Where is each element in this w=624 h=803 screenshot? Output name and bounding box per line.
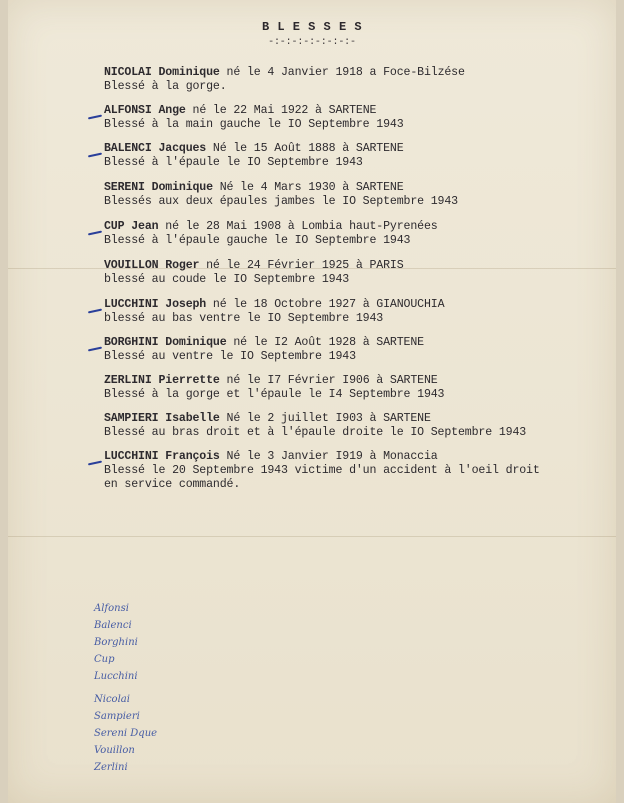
entry-name: SAMPIERI Isabelle — [104, 412, 220, 425]
handwritten-name: Vouillon — [94, 745, 135, 756]
entry-name: ZERLINI Pierrette — [104, 374, 220, 387]
handwritten-name: Nicolai — [94, 694, 130, 705]
handwritten-name: Lucchini — [94, 671, 138, 682]
entry-birth-line — [104, 374, 444, 388]
entry-injury-line: Blessés aux deux épaules jambes le IO Septembre 1943 — [104, 195, 458, 208]
pen-check-mark — [88, 461, 102, 466]
entry-name: CUP Jean — [104, 220, 159, 233]
pen-check-mark — [88, 153, 102, 158]
handwritten-name: Sampieri — [94, 711, 140, 722]
entry-birth-line — [104, 298, 444, 312]
entry-birth-line — [104, 412, 526, 426]
handwritten-name: Balenci — [94, 620, 132, 631]
casualty-entry — [104, 181, 458, 209]
entry-name: ALFONSI Ange — [104, 104, 186, 117]
entry-birth-details: né le I2 Août 1928 à SARTENE — [226, 336, 424, 349]
entry-name: SERENI Dominique — [104, 181, 213, 194]
entry-birth-line — [104, 220, 438, 234]
paper-fold — [8, 536, 616, 537]
entry-birth-details: né le I7 Février I906 à SARTENE — [219, 374, 438, 387]
entry-injury-line: en service commandé. — [104, 478, 241, 491]
entry-birth-details: né le 24 Février 1925 à PARIS — [199, 259, 404, 272]
entry-birth-details: Né le 3 Janvier I919 à Monaccia — [219, 450, 438, 463]
casualty-entry — [104, 412, 526, 440]
entry-name: NICOLAI Dominique — [104, 66, 220, 79]
entry-name: BORGHINI Dominique — [104, 336, 227, 349]
entry-birth-line — [104, 104, 404, 118]
casualty-entry — [104, 259, 404, 287]
pen-check-mark — [88, 231, 102, 236]
casualty-entry — [104, 298, 444, 326]
casualty-entry — [104, 66, 465, 94]
entry-injury-line: Blessé au ventre le IO Septembre 1943 — [104, 350, 356, 363]
entry-birth-line — [104, 181, 458, 195]
entry-injury-line: Blessé à l'épaule le IO Septembre 1943 — [104, 156, 363, 169]
entry-birth-line — [104, 66, 465, 80]
entry-birth-details: Né le 4 Mars 1930 à SARTENE — [212, 181, 404, 194]
entry-name: VOUILLON Roger — [104, 259, 200, 272]
entry-injury-line: Blessé au bras droit et à l'épaule droite le IO Septembre 1943 — [104, 426, 527, 439]
document-page — [8, 0, 616, 803]
handwritten-name: Borghini — [94, 637, 138, 648]
pen-check-mark — [88, 115, 102, 120]
casualty-entry — [104, 336, 424, 364]
entry-injury-line: Blessé à la main gauche le IO Septembre 1943 — [104, 118, 404, 131]
casualty-entry — [104, 374, 444, 402]
handwritten-name: Sereni Dque — [94, 728, 158, 739]
entry-birth-details: Né le 2 juillet I903 à SARTENE — [219, 412, 431, 425]
entry-birth-details: né le 22 Mai 1922 à SARTENE — [185, 104, 377, 117]
entry-birth-line — [104, 142, 404, 156]
handwritten-name: Alfonsi — [94, 603, 129, 614]
entry-birth-line — [104, 336, 424, 350]
handwritten-name: Zerlini — [94, 762, 128, 773]
entry-injury-line: Blessé à la gorge. — [104, 80, 227, 93]
entry-birth-line — [104, 450, 540, 464]
entry-name: BALENCI Jacques — [104, 142, 207, 155]
handwritten-name: Cup — [94, 654, 115, 665]
casualty-entry — [104, 220, 438, 248]
entry-name: LUCCHINI François — [104, 450, 220, 463]
entry-injury-line: blessé au coude le IO Septembre 1943 — [104, 273, 350, 286]
entry-birth-details: Né le 15 Août 1888 à SARTENE — [206, 142, 404, 155]
page-title: B L E S S E S — [261, 20, 363, 34]
entry-birth-details: né le 28 Mai 1908 à Lombia haut-Pyrenées — [158, 220, 438, 233]
entry-injury-line: blessé au bas ventre le IO Septembre 1943 — [104, 312, 384, 325]
entry-birth-details: né le 4 Janvier 1918 a Foce-Bilzése — [219, 66, 465, 79]
entry-injury-line: Blessé le 20 Septembre 1943 victime d'un accident à l'oeil droit — [104, 464, 540, 477]
entry-injury-line: Blessé à la gorge et l'épaule le I4 Septembre 1943 — [104, 388, 445, 401]
title-underline: -:-:-:-:-:-:-:- — [268, 37, 356, 48]
entry-birth-line — [104, 259, 404, 273]
entry-birth-details: né le 18 Octobre 1927 à GIANOUCHIA — [206, 298, 445, 311]
casualty-entry — [104, 104, 404, 132]
pen-check-mark — [88, 347, 102, 352]
pen-check-mark — [88, 309, 102, 314]
entry-injury-line: Blessé à l'épaule gauche le IO Septembre 1943 — [104, 234, 411, 247]
handwritten-name-list — [94, 600, 157, 776]
casualty-entry — [104, 450, 540, 492]
casualty-entry — [104, 142, 404, 170]
entry-name: LUCCHINI Joseph — [104, 298, 207, 311]
